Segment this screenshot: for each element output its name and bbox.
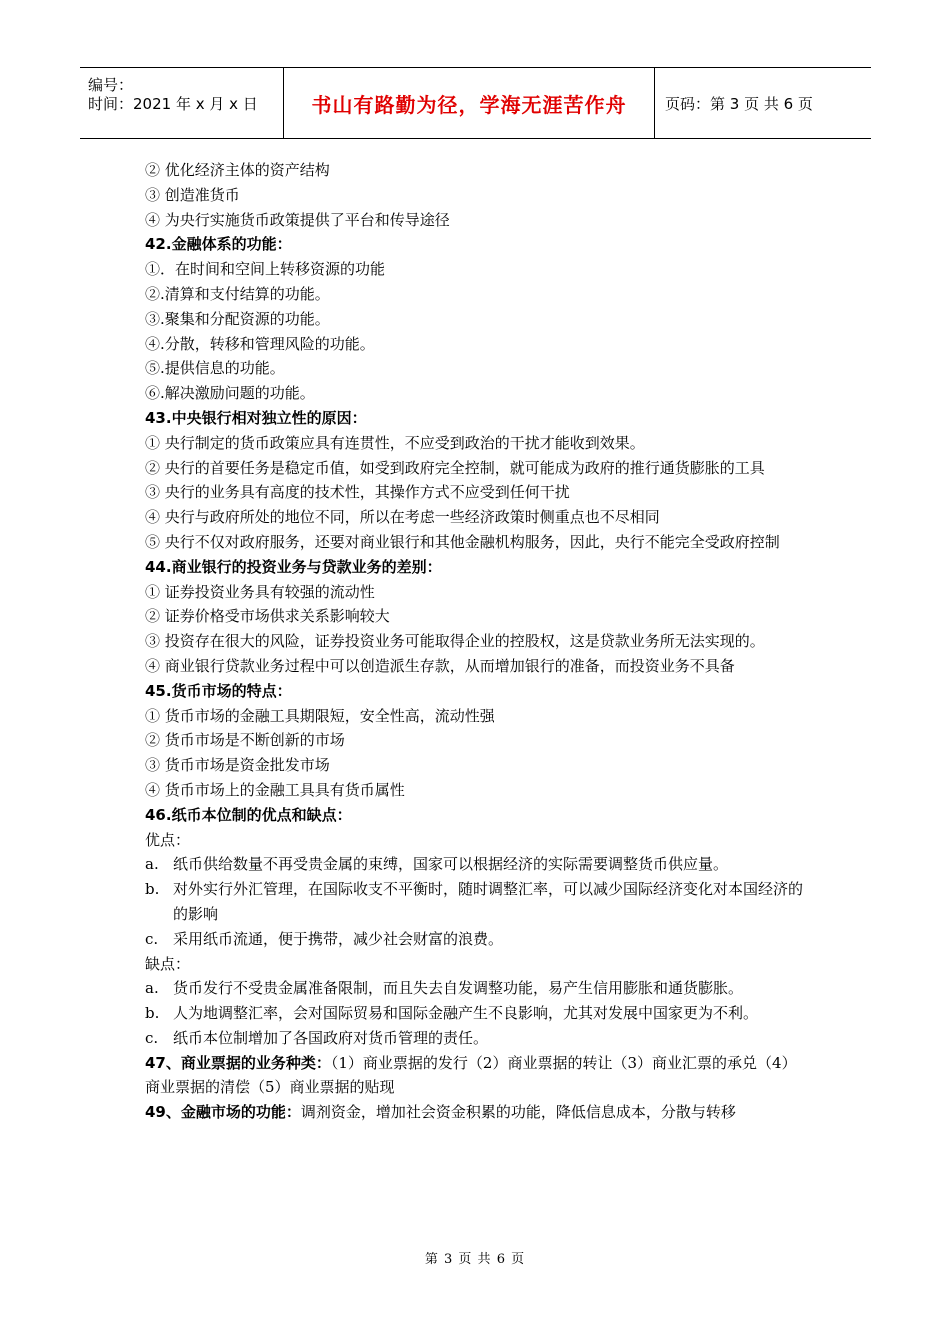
header-motto-cell: [284, 68, 655, 138]
item-text: 对外实行外汇管理，在国际收支不平衡时，随时调整汇率，可以减少国际经济变化对本国经济的的影响: [173, 880, 804, 923]
header-info-cell: [80, 68, 284, 138]
list-item: ②.清算和支付结算的功能。: [145, 284, 330, 303]
list-item: ④.分散，转移和管理风险的功能。: [145, 334, 375, 353]
section-heading-49: 49、金融市场的功能：: [145, 1103, 301, 1122]
item-text: 货币发行不受贵金属准备限制，而且失去自发调整功能，易产生信用膨胀和通货膨胀。: [173, 979, 744, 998]
page-label: 页码：第 3 页 共 6 页: [665, 94, 813, 113]
item-text: 纸币供给数量不再受贵金属的束缚，国家可以根据经济的实际需要调整货币供应量。: [173, 855, 729, 874]
list-item: ④ 商业银行贷款业务过程中可以创造派生存款，从而增加银行的准备，而投资业务不具备: [145, 656, 735, 675]
list-item: ⑤ 央行不仅对政府服务，还要对商业银行和其他金融机构服务，因此，央行不能完全受政府控制: [145, 532, 780, 551]
list-item: ① 央行制定的货币政策应具有连贯性，不应受到政治的干扰才能收到效果。: [145, 433, 645, 452]
advantage-item: [145, 927, 811, 952]
disadvantage-item: [145, 1001, 811, 1026]
item-marker: c.: [145, 929, 159, 948]
item-text: 采用纸币流通，便于携带，减少社会财富的浪费。: [173, 929, 504, 948]
page-header: [80, 67, 871, 139]
list-item: ② 货币市场是不断创新的市场: [145, 731, 345, 750]
advantage-item: [145, 852, 811, 877]
list-item: ② 央行的首要任务是稳定币值，如受到政府完全控制，就可能成为政府的推行通货膨胀的工具: [145, 458, 765, 477]
document-body: [145, 158, 811, 1125]
page-footer: 第 3 页 共 6 页: [424, 1252, 526, 1267]
list-item: ④ 货币市场上的金融工具具有货币属性: [145, 780, 405, 799]
list-item: ④ 为央行实施货币政策提供了平台和传导途径: [145, 210, 450, 229]
list-item: ①．在时间和空间上转移资源的功能: [145, 260, 386, 279]
item-text: 纸币本位制增加了各国政府对货币管理的责任。: [173, 1028, 489, 1047]
list-item: ① 证券投资业务具有较强的流动性: [145, 582, 375, 601]
item-marker: c.: [145, 1028, 159, 1047]
section-heading-47: 47、商业票据的业务种类：: [145, 1053, 331, 1072]
list-item: ⑥.解决激励问题的功能。: [145, 384, 315, 403]
section-heading-44: 44.商业银行的投资业务与贷款业务的差别：: [145, 557, 442, 576]
advantage-item: [145, 877, 811, 927]
item-text: 人为地调整汇率，会对国际贸易和国际金融产生不良影响，尤其对发展中国家更为不利。: [173, 1004, 759, 1023]
date-label: 时间：2021 年 x 月 x 日: [88, 95, 258, 113]
list-item: ③ 货币市场是资金批发市场: [145, 756, 330, 775]
item-marker: a.: [145, 979, 159, 998]
section-heading-42: 42.金融体系的功能：: [145, 235, 292, 254]
advantages-label: 优点：: [145, 830, 191, 849]
list-item: ③ 投资存在很大的风险，证券投资业务可能取得企业的控股权，这是贷款业务所无法实现的。: [145, 632, 765, 651]
list-item: ③.聚集和分配资源的功能。: [145, 309, 330, 328]
motto: 书山有路勤为径，学海无涯苦作舟: [311, 92, 627, 117]
paragraph-49: [145, 1100, 811, 1125]
paragraph-text: 调剂资金，增加社会资金积累的功能，降低信息成本，分散与转移: [300, 1103, 736, 1122]
section-heading-45: 45.货币市场的特点：: [145, 681, 292, 700]
item-marker: b.: [145, 880, 160, 899]
section-heading-43: 43.中央银行相对独立性的原因：: [145, 408, 367, 427]
number-label: 编号：: [88, 76, 134, 94]
header-page-cell: [655, 68, 871, 138]
item-marker: b.: [145, 1004, 160, 1023]
disadvantages-label: 缺点：: [145, 954, 191, 973]
paragraph-47: [145, 1051, 811, 1101]
item-marker: a.: [145, 855, 159, 874]
list-item: ① 货币市场的金融工具期限短，安全性高，流动性强: [145, 706, 495, 725]
disadvantage-item: [145, 1026, 811, 1051]
list-item: ② 优化经济主体的资产结构: [145, 161, 330, 179]
disadvantage-item: [145, 976, 811, 1001]
list-item: ② 证券价格受市场供求关系影响较大: [145, 607, 390, 626]
section-heading-46: 46.纸币本位制的优点和缺点：: [145, 805, 352, 824]
list-item: ③ 央行的业务具有高度的技术性，其操作方式不应受到任何干扰: [145, 483, 570, 502]
paragraph-text: （1）商业票据的发行（2）商业票据的转让（3）商业汇票的承兑（4）商业票据的清偿（5）商业票据的贴现: [145, 1053, 797, 1097]
list-item: ⑤.提供信息的功能。: [145, 359, 285, 378]
list-item: ③ 创造准货币: [145, 185, 240, 204]
list-item: ④ 央行与政府所处的地位不同，所以在考虑一些经济政策时侧重点也不尽相同: [145, 508, 660, 527]
